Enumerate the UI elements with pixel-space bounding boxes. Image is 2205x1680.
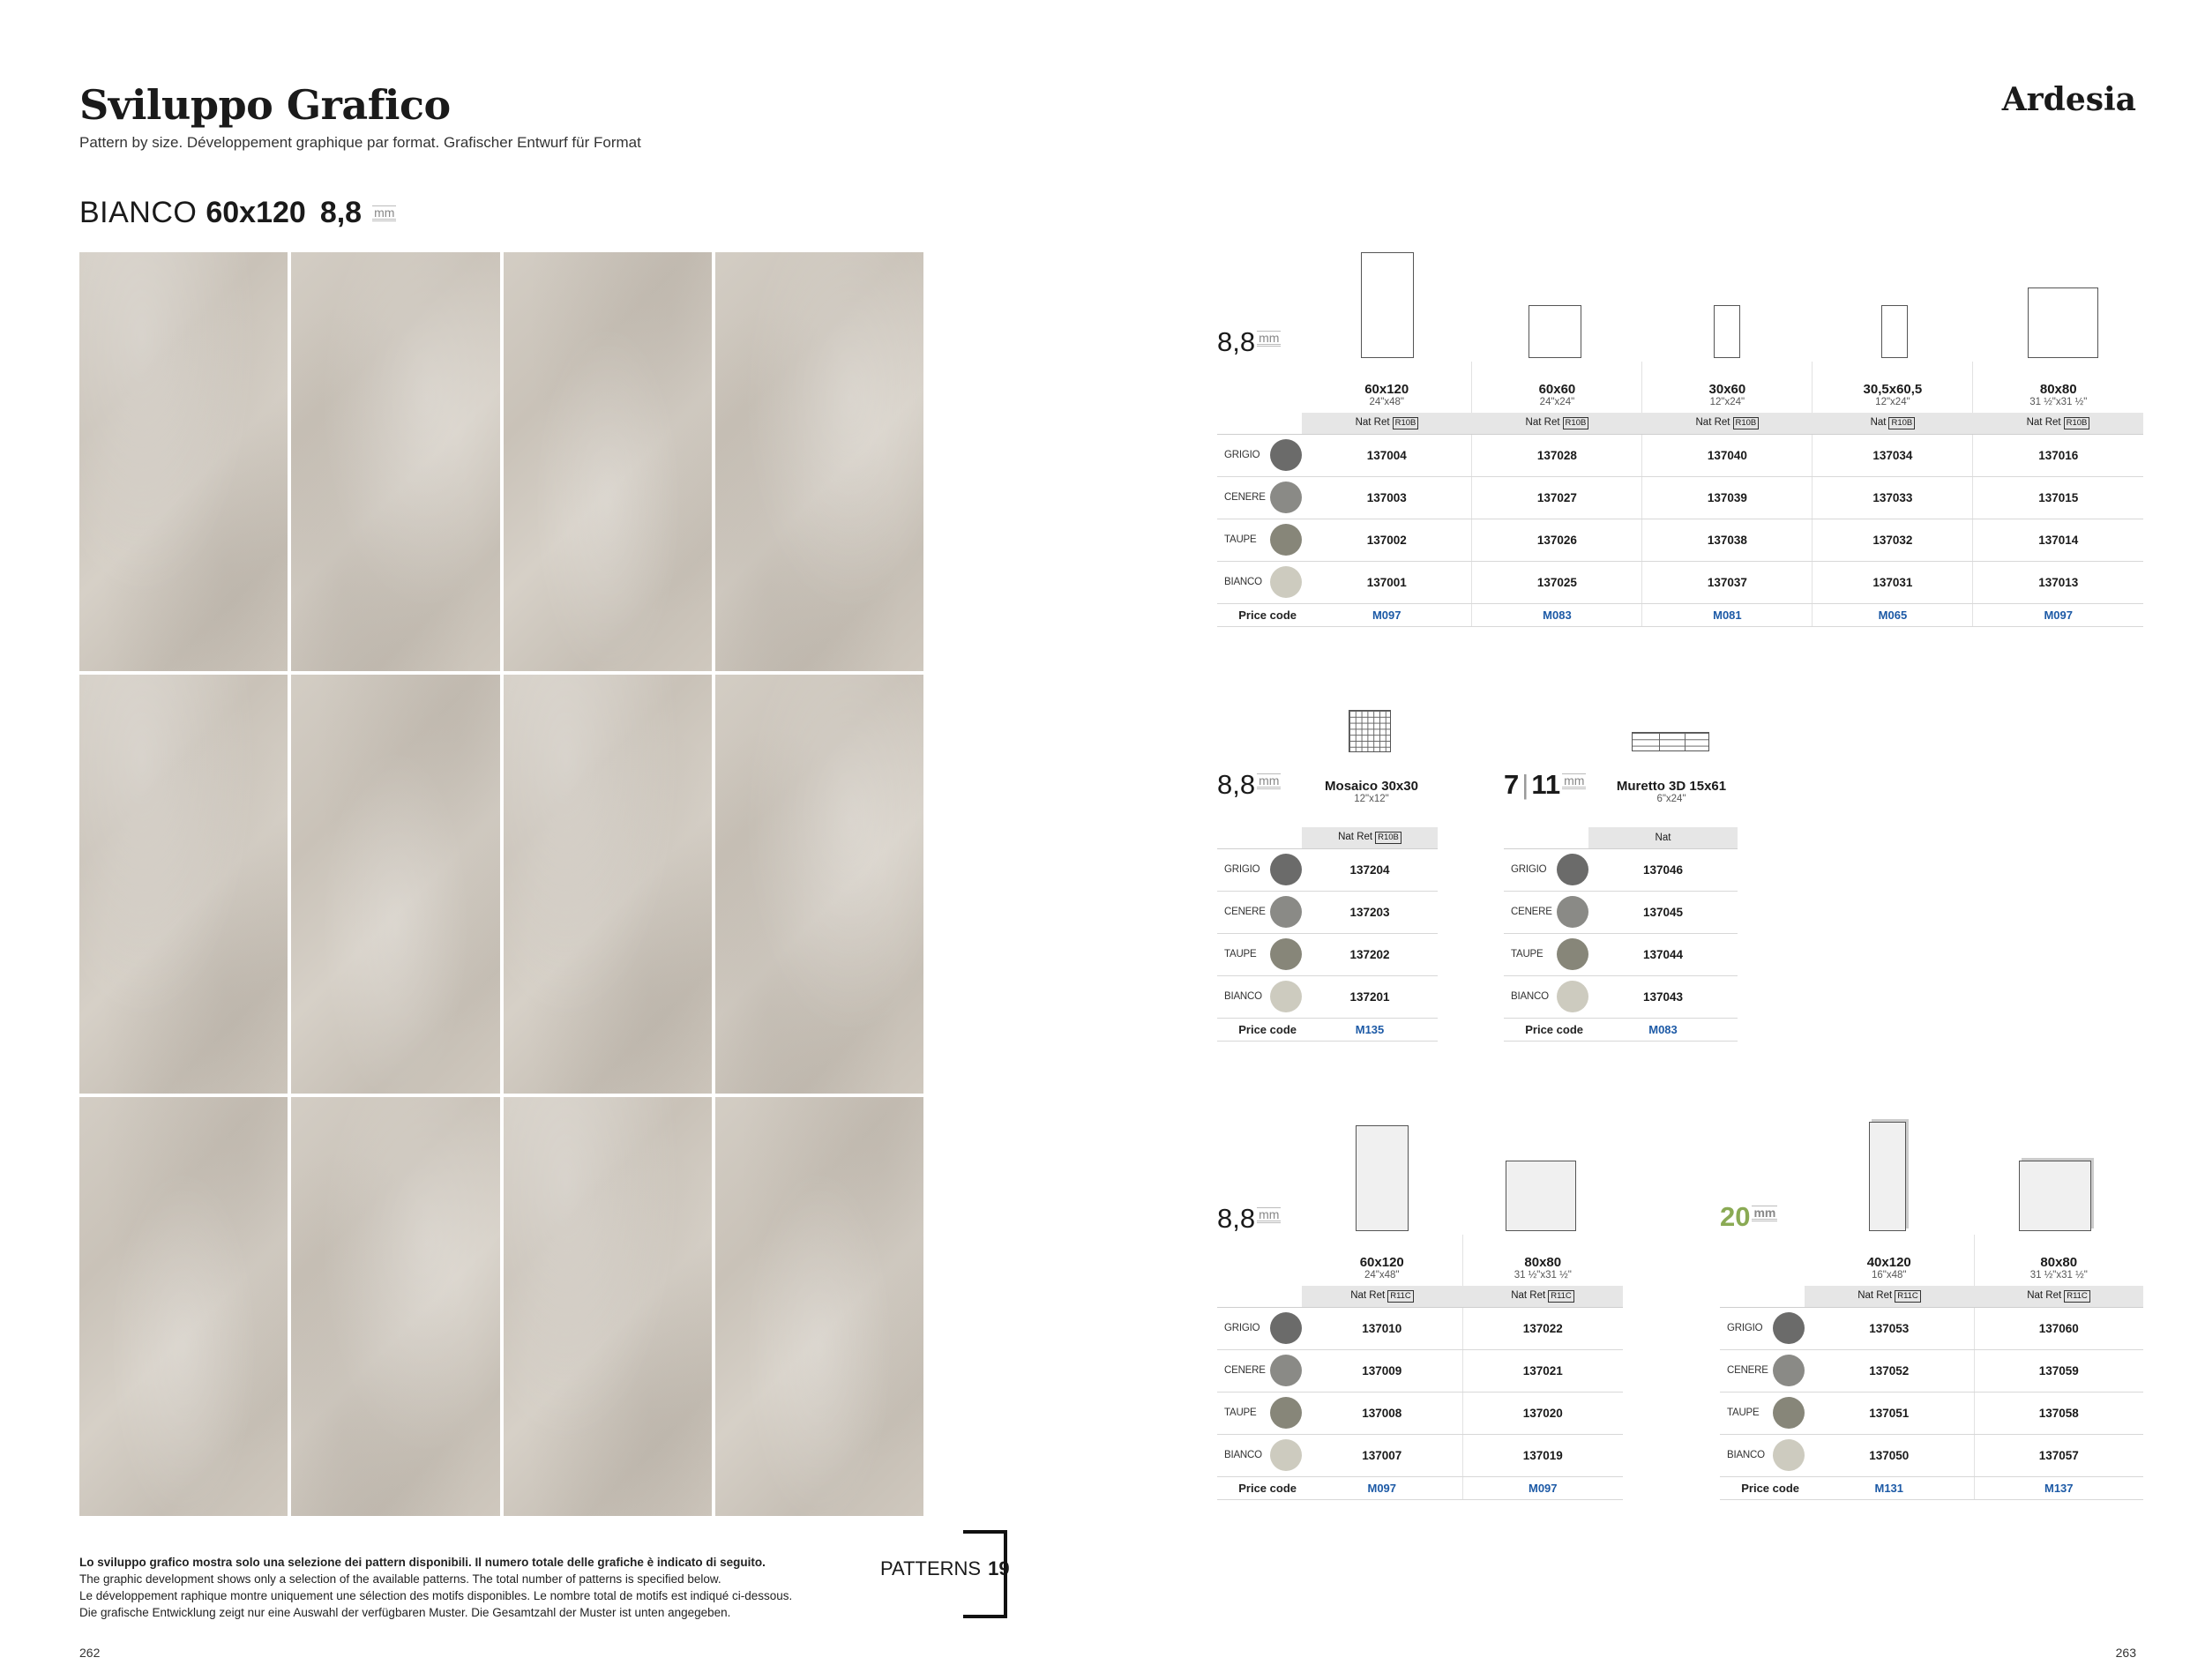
pattern-heading [79, 196, 396, 230]
color-swatch-taupe [1270, 524, 1302, 556]
code-table-3: Nat GRIGIO 137046 CENERE 137045 TAUPE 137044 BIANCO 137043 Price code M083 [1504, 827, 1738, 1042]
table-row: GRIGIO 137204 [1217, 848, 1438, 891]
color-swatch-bianco [1270, 1439, 1302, 1471]
table-row: CENERE 137045 [1504, 891, 1738, 933]
tile-80x80-icon [2028, 287, 2098, 358]
tile-30x60-icon [1881, 305, 1908, 358]
table-row: BIANCO 137043 [1504, 975, 1738, 1018]
table-row: TAUPE 137202 [1217, 933, 1438, 975]
color-swatch-cenere [1270, 896, 1302, 928]
tile-pattern-grid [79, 252, 923, 1516]
patterns-label: PATTERNS [880, 1557, 982, 1579]
table-row: CENERE 137203 [1217, 891, 1438, 933]
pattern-color: BIANCO [79, 196, 198, 229]
thickness-label-t1: 8,8 mm [1217, 326, 1280, 357]
color-swatch-bianco [1270, 566, 1302, 598]
tile-60x120-icon [1356, 1125, 1409, 1231]
table-row: TAUPE 137002 137026 137038 137032 137014 [1217, 519, 2143, 561]
pattern-thickness: 8,8 [319, 196, 363, 229]
table-row: CENERE 137003 137027 137039 137033 137015 [1217, 476, 2143, 519]
thickness-label-t3: 7 | 11 mm [1504, 769, 1585, 800]
tile [291, 675, 499, 1094]
thickness-label-t5: 20 mm [1720, 1201, 1776, 1232]
mosaic-icon [1349, 710, 1391, 752]
color-swatch-grigio [1557, 854, 1588, 885]
tile-40x120-icon [1869, 1122, 1906, 1231]
table-row: BIANCO 137201 [1217, 975, 1438, 1018]
tile-60x60-icon [1529, 305, 1581, 358]
footer-note [79, 1554, 856, 1621]
code-table-1: 60x120 24"x48" 60x60 24"x24" 30x60 12"x24" 30,5x60,5 12"x24" 80x80 31 ½"x31 ½" Nat Ret R10B Nat Ret R10B Nat Ret R10B Nat R10B Nat Ret R10B GRIGIO 137004 137028 137040 137034 137016 CENERE 137003 137027 137039 137033 137015 TAUPE 137002 137026 137038 137032 137014 BIANCO 137001 137025 137037 137031 137013 Price code M097 M083 M081 M065 M097 [1217, 362, 2143, 627]
page-title: Sviluppo Grafico [79, 81, 451, 129]
brand-name: Ardesia [2001, 81, 2136, 118]
tile [79, 675, 288, 1094]
muretto-heading: Muretto 3D 15x61 6"x24" [1616, 779, 1727, 804]
pattern-size: 60x120 [206, 196, 306, 229]
tile [715, 675, 923, 1094]
color-swatch-taupe [1557, 938, 1588, 970]
mm-unit-icon: mm [1753, 1206, 1776, 1220]
color-swatch-cenere [1270, 1355, 1302, 1386]
tile [504, 252, 712, 671]
thickness-label-t4: 8,8 mm [1217, 1203, 1280, 1234]
tile [715, 252, 923, 671]
page-number-right: 263 [2115, 1646, 2136, 1660]
patterns-number: 19 [988, 1557, 1010, 1579]
color-swatch-taupe [1773, 1397, 1805, 1429]
mm-unit-icon: mm [374, 205, 395, 220]
tile-60x120-icon [1361, 252, 1414, 358]
tile [79, 1097, 288, 1516]
price-row: Price code M135 [1217, 1018, 1438, 1041]
mm-unit-icon: mm [1259, 773, 1280, 788]
color-swatch-bianco [1773, 1439, 1805, 1471]
mosaico-heading: Mosaico 30x30 12"x12" [1325, 779, 1418, 804]
code-table-4: 60x120 24"x48" 80x80 31 ½"x31 ½" Nat Ret R11C Nat Ret R11C GRIGIO 137010 137022 CENERE 137009 137021 TAUPE 137008 137020 BIANCO 137007 137019 Price code M097 M097 [1217, 1235, 1623, 1500]
color-swatch-cenere [1557, 896, 1588, 928]
thickness-label-t2: 8,8 mm [1217, 769, 1280, 800]
color-swatch-grigio [1270, 854, 1302, 885]
table-row: GRIGIO 137046 [1504, 848, 1738, 891]
price-row: Price code M083 [1504, 1018, 1738, 1041]
tile-30x60-icon [1714, 305, 1740, 358]
mm-unit-icon: mm [1564, 773, 1585, 788]
tile-80x80-icon [1506, 1161, 1576, 1231]
table-row: CENERE 137052 137059 [1720, 1349, 2143, 1392]
table-row: BIANCO 137007 137019 [1217, 1434, 1623, 1476]
color-swatch-bianco [1557, 981, 1588, 1012]
patterns-bracket-icon [963, 1530, 1010, 1618]
table-row: TAUPE 137044 [1504, 933, 1738, 975]
tile [504, 1097, 712, 1516]
price-row: Price code M131 M137 [1720, 1476, 2143, 1499]
tile [79, 252, 288, 671]
table-row: GRIGIO 137053 137060 [1720, 1307, 2143, 1349]
code-table-2: Nat Ret R10B GRIGIO 137204 CENERE 137203 TAUPE 137202 BIANCO 137201 Price code M135 [1217, 827, 1438, 1042]
color-swatch-cenere [1773, 1355, 1805, 1386]
price-row: Price code M097 M097 [1217, 1476, 1623, 1499]
color-swatch-grigio [1270, 439, 1302, 471]
price-row: Price code M097 M083 M081 M065 M097 [1217, 603, 2143, 626]
color-swatch-grigio [1773, 1312, 1805, 1344]
table-row: BIANCO 137050 137057 [1720, 1434, 2143, 1476]
table-row: BIANCO 137001 137025 137037 137031 137013 [1217, 561, 2143, 603]
tile [291, 1097, 499, 1516]
tile [291, 252, 499, 671]
mm-unit-icon: mm [1259, 331, 1280, 345]
table-row: CENERE 137009 137021 [1217, 1349, 1623, 1392]
page-number-left: 262 [79, 1646, 101, 1660]
table-row: TAUPE 137008 137020 [1217, 1392, 1623, 1434]
color-swatch-cenere [1270, 482, 1302, 513]
table-row: TAUPE 137051 137058 [1720, 1392, 2143, 1434]
mm-unit-icon: mm [1259, 1207, 1280, 1221]
tile-80x80-icon [2019, 1161, 2091, 1231]
color-swatch-taupe [1270, 1397, 1302, 1429]
color-swatch-grigio [1270, 1312, 1302, 1344]
note-en: The graphic development shows only a selection of the available patterns. The total number of patterns is specified below. [79, 1572, 721, 1586]
tile [504, 675, 712, 1094]
color-swatch-bianco [1270, 981, 1302, 1012]
note-de: Die grafische Entwicklung zeigt nur eine Auswahl der verfügbaren Muster. Die Gesamtzahl der Muster ist unten angegeben. [79, 1606, 731, 1619]
note-it: Lo sviluppo grafico mostra solo una selezione dei pattern disponibili. Il numero totale delle grafiche è indicato di seguito. [79, 1556, 766, 1569]
muretto-icon [1632, 732, 1709, 751]
table-row: GRIGIO 137010 137022 [1217, 1307, 1623, 1349]
color-swatch-taupe [1270, 938, 1302, 970]
note-fr: Le développement raphique montre uniquement une sélection des motifs disponibles. Le nombre total de motifs est indiqué ci-dessous. [79, 1589, 793, 1602]
tile [715, 1097, 923, 1516]
code-table-5: 40x120 16"x48" 80x80 31 ½"x31 ½" Nat Ret R11C Nat Ret R11C GRIGIO 137053 137060 CENERE 137052 137059 TAUPE 137051 137058 BIANCO 137050 137057 Price code M131 M137 [1720, 1235, 2143, 1500]
table-row: GRIGIO 137004 137028 137040 137034 137016 [1217, 434, 2143, 476]
page-subtitle: Pattern by size. Développement graphique par format. Grafischer Entwurf für Format [79, 134, 641, 151]
